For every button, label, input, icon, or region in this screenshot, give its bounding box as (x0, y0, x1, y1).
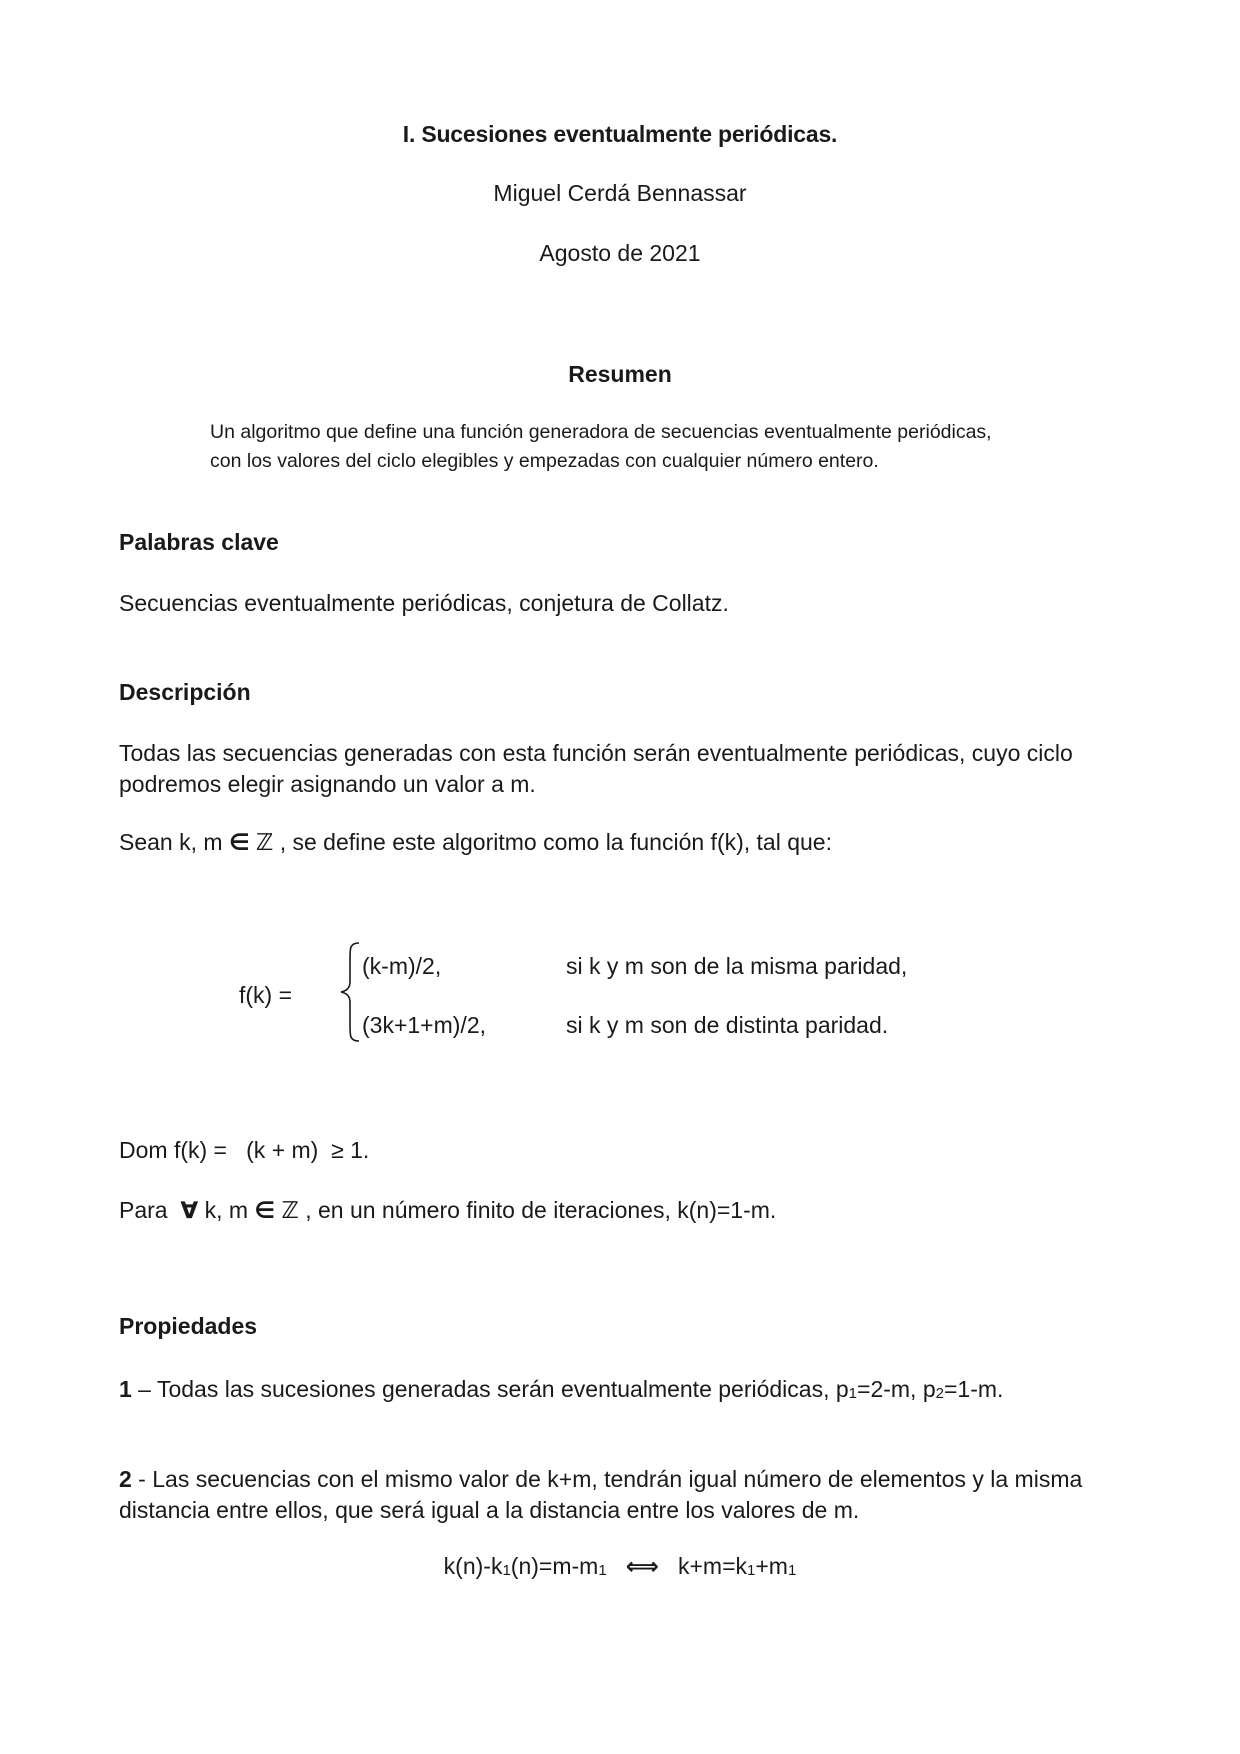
property-2 (119, 1464, 1119, 1526)
property-2-text-1: - Las secuencias con el mismo valor de k+m, tendrán igual número de elementos y la misma (131, 1466, 1083, 1492)
properties-heading: Propiedades (119, 1313, 258, 1339)
sean-line (119, 827, 832, 858)
eq-part-c: k+m=k (678, 1553, 748, 1579)
description-heading: Descripción (119, 679, 251, 705)
forall-line (119, 1195, 776, 1226)
case-2-expression: (3k+1+m)/2, (362, 1012, 486, 1038)
eq-sub-1: 1 (502, 1562, 511, 1579)
iff-arrow-icon: ⟺ (625, 1553, 659, 1579)
para-suffix: , en un número finito de iteraciones, k(n)=1-m. (305, 1197, 777, 1223)
domain-line: Dom f(k) = (k + m) ≥ 1. (119, 1137, 370, 1163)
abstract-heading: Resumen (568, 361, 672, 387)
integers-symbol: ℤ (281, 1197, 299, 1223)
property-1-number: 1 (119, 1376, 132, 1402)
property-1-sub-1: 1 (848, 1385, 858, 1402)
eq-sub-3: 1 (747, 1562, 756, 1579)
author: Miguel Cerdá Bennassar (493, 180, 747, 206)
left-brace-icon (338, 940, 362, 1044)
sean-prefix: Sean k, m (119, 829, 223, 855)
property-2-number: 2 (119, 1466, 132, 1492)
case-2-condition: si k y m son de distinta paridad. (566, 1012, 889, 1038)
eq-sub-4: 1 (787, 1562, 797, 1579)
integers-symbol: ℤ (255, 829, 274, 855)
property-1-sub-2: 2 (935, 1385, 944, 1402)
para-prefix: Para (119, 1197, 168, 1223)
abstract-text (210, 418, 1070, 476)
property-2-line-1 (119, 1464, 1119, 1495)
equivalence-equation (0, 1553, 1240, 1580)
case-1-condition: si k y m son de la misma paridad, (566, 953, 908, 979)
eq-part-d: +m (755, 1553, 788, 1579)
keywords-text: Secuencias eventualmente periódicas, conjetura de Collatz. (119, 590, 729, 616)
eq-part-a: k(n)-k (443, 1553, 503, 1579)
property-1-text-c: =1-m. (943, 1376, 1004, 1402)
property-1-text-a: – Todas las sucesiones generadas serán eventualmente periódicas, p (131, 1376, 849, 1402)
forall-symbol: ∀ (180, 1197, 199, 1223)
para-vars: k, m (204, 1197, 249, 1223)
property-1 (119, 1374, 1003, 1409)
element-of-symbol: ∈ (228, 829, 250, 855)
property-2-line-2: distancia entre ellos, que será igual a la distancia entre los valores de m. (119, 1497, 860, 1523)
element-of-symbol: ∈ (254, 1197, 276, 1223)
paper-title: I. Sucesiones eventualmente periódicas. (402, 121, 838, 147)
abstract-line-2: con los valores del ciclo elegibles y empezadas con cualquier número entero. (210, 450, 879, 472)
function-lhs: f(k) = (239, 982, 293, 1008)
property-1-text-b: =2-m, p (857, 1376, 936, 1402)
eq-sub-2: 1 (598, 1562, 607, 1579)
eq-part-b: (n)=m-m (510, 1553, 599, 1579)
sean-suffix: , se define este algoritmo como la función f(k), tal que: (279, 829, 832, 855)
description-line-1: Todas las secuencias generadas con esta función serán eventualmente periódicas, cuyo ciclo (119, 740, 1073, 766)
description-paragraph (119, 738, 1119, 800)
date: Agosto de 2021 (539, 240, 701, 266)
keywords-heading: Palabras clave (119, 529, 279, 555)
abstract-line-1: Un algoritmo que define una función generadora de secuencias eventualmente periódicas, (210, 421, 992, 443)
description-line-2: podremos elegir asignando un valor a m. (119, 771, 536, 797)
case-1-expression: (k-m)/2, (362, 953, 442, 979)
